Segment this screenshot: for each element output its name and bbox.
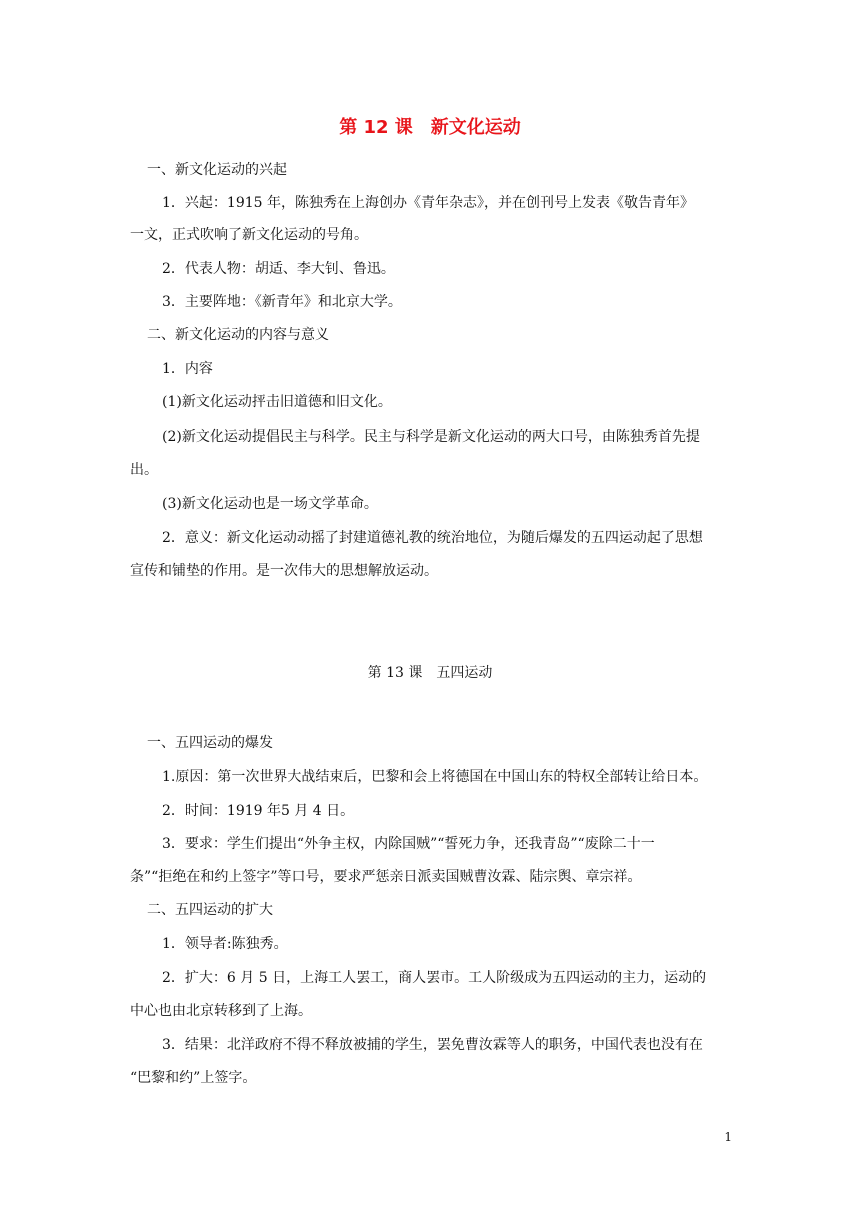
para-result: 3．结果：北洋政府不得不释放被捕的学生，罢免曹汝霖等人的职务，中国代表也没有在	[162, 1037, 703, 1053]
para-cause: 1.原因：第一次世界大战结束后，巴黎和会上将德国在中国山东的特权全部转让给日本。	[162, 769, 708, 785]
heading-content-meaning: 二、新文化运动的内容与意义	[147, 327, 329, 343]
para-meaning: 2．意义：新文化运动动摇了封建道德礼教的统治地位，为随后爆发的五四运动起了思想	[162, 530, 703, 546]
heading-rise: 一、新文化运动的兴起	[147, 162, 287, 178]
heading-outbreak: 一、五四运动的爆发	[147, 735, 273, 751]
para-result-cont: “巴黎和约”上签字。	[130, 1070, 257, 1086]
para-representatives: 2．代表人物：胡适、李大钊、鲁迅。	[162, 261, 395, 277]
para-rise-1-cont: 一文，正式吹响了新文化运动的号角。	[130, 227, 368, 243]
para-base: 3．主要阵地：《新青年》和北京大学。	[162, 294, 402, 310]
para-leader: 1．领导者:陈独秀。	[162, 936, 288, 952]
para-time: 2．时间：1919 年5 月 4 日。	[162, 803, 355, 819]
para-rise-1: 1．兴起：1915 年，陈独秀在上海创办《青年杂志》，并在创刊号上发表《敬告青年》	[162, 195, 694, 211]
para-content-1: (1)新文化运动抨击旧道德和旧文化。	[162, 394, 392, 410]
para-content-2: (2)新文化运动提倡民主与科学。民主与科学是新文化运动的两大口号，由陈独秀首先提	[162, 429, 700, 445]
para-content-2-cont: 出。	[130, 462, 158, 478]
para-expansion: 2．扩大：6 月 5 日，上海工人罢工，商人罢市。工人阶级成为五四运动的主力，运动的	[162, 970, 707, 986]
heading-expansion: 二、五四运动的扩大	[147, 902, 273, 918]
lesson-13-title: 第 13 课 五四运动	[367, 665, 493, 681]
para-demands-cont: 条”“拒绝在和约上签字”等口号，要求严惩亲日派卖国贼曹汝霖、陆宗舆、章宗祥。	[130, 869, 642, 885]
page-number: 1	[724, 1130, 732, 1144]
para-demands: 3．要求：学生们提出“外争主权，内除国贼”“誓死力争，还我青岛”“废除二十一	[162, 836, 655, 852]
para-expansion-cont: 中心也由北京转移到了上海。	[130, 1003, 312, 1019]
para-content-label: 1．内容	[162, 361, 213, 377]
para-meaning-cont: 宣传和铺垫的作用。是一次伟大的思想解放运动。	[130, 563, 438, 579]
lesson-12-title: 第 12 课 新文化运动	[339, 117, 521, 138]
para-content-3: (3)新文化运动也是一场文学革命。	[162, 496, 378, 512]
